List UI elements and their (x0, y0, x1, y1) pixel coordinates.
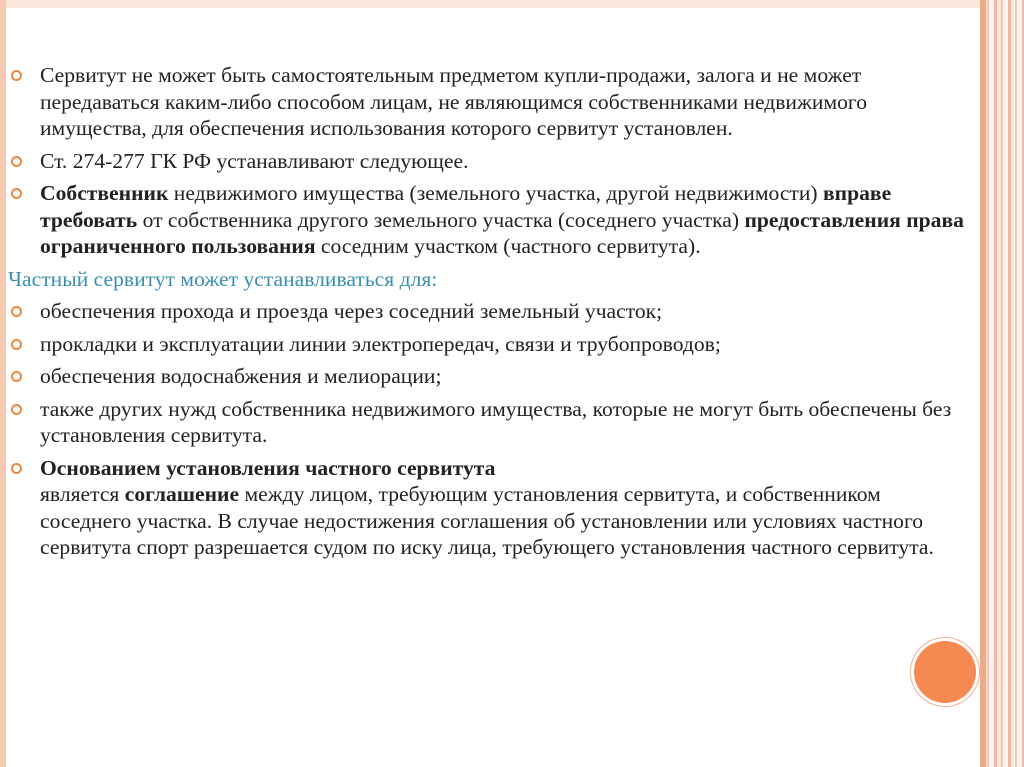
list-item (8, 455, 968, 561)
ring-bullet-icon (11, 463, 22, 474)
bold-term: Основанием установления частного сервитута (40, 455, 496, 480)
slide-left-border (0, 0, 6, 767)
ring-bullet-icon (11, 339, 22, 350)
bold-term: Собственник (40, 181, 169, 205)
item-text: соседним участком (частного сервитута). (315, 234, 701, 258)
item-text: Ст. 274-277 ГК РФ устанавливают следующее. (40, 148, 469, 173)
bold-term: соглашение (124, 482, 240, 506)
list-item (8, 62, 968, 142)
list-item (8, 331, 968, 358)
bold-term: предоставления права ограниченного пользования (40, 207, 964, 258)
item-text: между лицом, требующим установления сервитута, и собственником соседнего участка. В случае недостижения соглашения об установлении или условиях частного сервитута спорт разрешается судом по иску лица, требующего установления частного сервитута. (40, 482, 934, 559)
item-text: недвижимого имущества (земельного участка, другой недвижимости) (168, 181, 823, 205)
decorative-stripes (980, 0, 1024, 767)
bold-term: вправе требовать (40, 181, 892, 232)
ring-bullet-icon (11, 156, 22, 167)
list-item (8, 363, 968, 390)
item-text: также других нужд собственника недвижимого имущества, которые не могут быть обеспечены без установления сервитута. (40, 396, 952, 447)
item-text: обеспечения прохода и проезда через соседний земельный участок; (40, 299, 663, 323)
slide-content (8, 62, 968, 567)
orange-circle-decoration (914, 641, 976, 703)
ring-bullet-icon (11, 188, 22, 199)
item-text: является (40, 482, 125, 506)
list-item (8, 298, 968, 325)
list-item (8, 396, 968, 449)
item-text: обеспечения водоснабжения и мелиорации; (40, 364, 442, 388)
item-text: прокладки и эксплуатации линии электропередач, связи и трубопроводов; (40, 331, 721, 356)
item-text: от собственника другого земельного участка (соседнего участка) (137, 207, 745, 232)
ring-bullet-icon (11, 404, 22, 415)
slide-top-border (0, 0, 1024, 8)
ring-bullet-icon (11, 70, 22, 81)
list-item (8, 180, 968, 260)
ring-bullet-icon (11, 306, 22, 317)
item-text: Сервитут не может быть самостоятельным предметом купли-продажи, залога и не может передаваться каким-либо способом лицам, не являющимся собственниками недвижимого имущества, для обеспечения использования которого сервитут установлен. (40, 63, 868, 140)
section-heading: Частный сервитут может устанавливаться для: (8, 266, 438, 291)
ring-bullet-icon (11, 371, 22, 382)
list-item (8, 148, 968, 175)
